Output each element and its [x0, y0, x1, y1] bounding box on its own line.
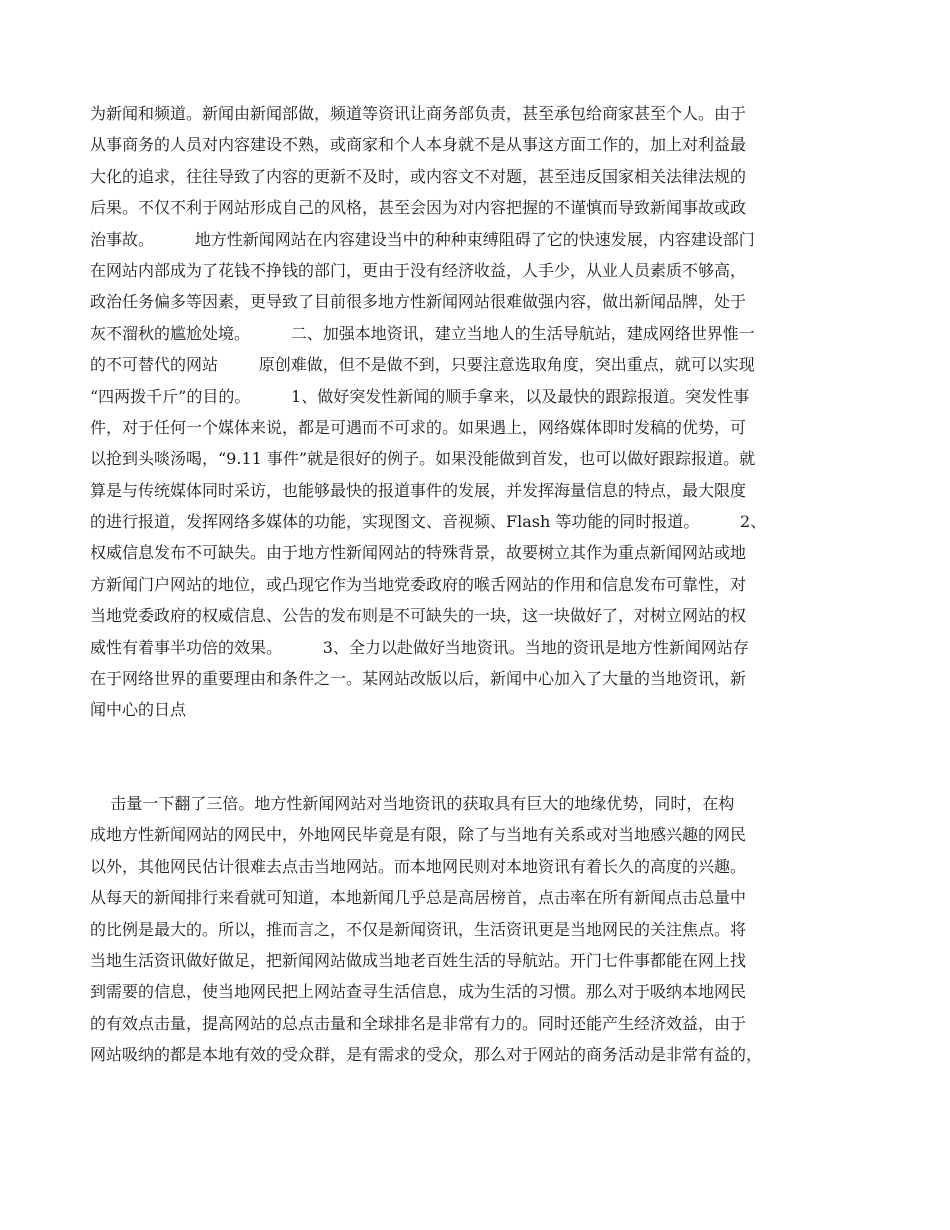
text-line: 当地党委政府的权威信息、公告的发布则是不可缺失的一块，这一块做好了，对树立网站的权	[90, 606, 747, 626]
text-line: 政治任务偏多等因素，更导致了目前很多地方性新闻网站很难做强内容，做出新闻品牌，处于	[90, 292, 747, 312]
text-line: 后果。不仅不利于网站形成自己的风格，甚至会因为对内容把握的不谨慎而导致新闻事故或政	[90, 198, 747, 218]
text-line: 以抢到头啖汤喝，“9.11 事件”就是很好的例子。如果没能做到首发，也可以做好跟踪报道。就	[90, 449, 756, 469]
text-line: 当地生活资讯做好做足，把新闻网站做成当地老百姓生活的导航站。开门七件事都能在网上找	[90, 950, 747, 970]
text-line: 的有效点击量，提高网站的总点击量和全球排名是非常有力的。同时还能产生经济效益，由于	[90, 1013, 747, 1033]
text-line: 威性有着事半功倍的效果。 3、全力以赴做好当地资讯。当地的资讯是地方性新闻网站存	[90, 637, 749, 657]
text-line: 为新闻和频道。新闻由新闻部做，频道等资讯让商务部负责，甚至承包给商家甚至个人。由于	[90, 104, 747, 123]
text-line: 权威信息发布不可缺失。由于地方性新闻网站的特殊背景，故要树立其作为重点新闻网站或地	[90, 543, 747, 563]
text-line: 在网站内部成为了花钱不挣钱的部门，更由于没有经济收益，人手少，从业人员素质不够高，	[90, 260, 747, 280]
text-line: 件，对于任何一个媒体来说，都是可遇而不可求的。如果遇上，网络媒体即时发稿的优势，可	[90, 417, 747, 437]
text-line: 闻中心的日点	[90, 700, 187, 720]
text-line: 大化的追求，往往导致了内容的更新不及时，或内容文不对题，甚至违反国家相关法律法规的	[90, 166, 747, 186]
text-line: “四两拨千斤”的目的。 1、做好突发性新闻的顺手拿来，以及最快的跟踪报道。突发性事	[90, 386, 750, 406]
text-line: 网站吸纳的都是本地有效的受众群，是有需求的受众，那么对于网站的商务活动是非常有益的，	[90, 1045, 763, 1065]
text-line: 的比例是最大的。所以，推而言之，不仅是新闻资讯，生活资讯更是当地网民的关注焦点。将	[90, 919, 747, 939]
text-line: 的进行报道，发挥网络多媒体的功能，实现图文、音视频、Flash 等功能的同时报道。 2、	[90, 512, 767, 532]
text-line: 在于网络世界的重要理由和条件之一。某网站改版以后，新闻中心加入了大量的当地资讯，新	[90, 669, 747, 689]
text-line: 的不可替代的网站 原创难做，但不是做不到，只要注意选取角度，突出重点，就可以实现	[90, 355, 755, 375]
text-line: 击量一下翻了三倍。地方性新闻网站对当地资讯的获取具有巨大的地缘优势，同时，在构	[90, 794, 735, 813]
text-line: 治事故。 地方性新闻网站在内容建设当中的种种束缚阻碍了它的快速发展，内容建设部门	[90, 229, 755, 249]
text-line: 灰不溜秋的尴尬处境。 二、加强本地资讯，建立当地人的生活导航站，建成网络世界惟一	[90, 323, 755, 343]
text-line: 以外，其他网民估计很难去点击当地网站。而本地网民则对本地资讯有着长久的高度的兴趣。	[90, 856, 747, 876]
text-line: 从事商务的人员对内容建设不熟，或商家和个人本身就不是从事这方面工作的，加上对利益最	[90, 135, 747, 155]
text-line: 方新闻门户网站的地位，或凸现它作为当地党委政府的喉舌网站的作用和信息发布可靠性，对	[90, 574, 747, 594]
text-line: 成地方性新闻网站的网民中，外地网民毕竟是有限，除了与当地有关系或对当地感兴趣的网民	[90, 825, 747, 845]
text-line: 从每天的新闻排行来看就可知道，本地新闻几乎总是高居榜首，点击率在所有新闻点击总量中	[90, 888, 747, 908]
text-line: 到需要的信息，使当地网民把上网站查寻生活信息，成为生活的习惯。那么对于吸纳本地网民	[90, 982, 747, 1002]
body-paragraph-1	[90, 98, 860, 726]
body-paragraph-2	[90, 788, 860, 1071]
text-line: 算是与传统媒体同时采访，也能够最快的报道事件的发展，并发挥海量信息的特点，最大限度	[90, 480, 747, 500]
